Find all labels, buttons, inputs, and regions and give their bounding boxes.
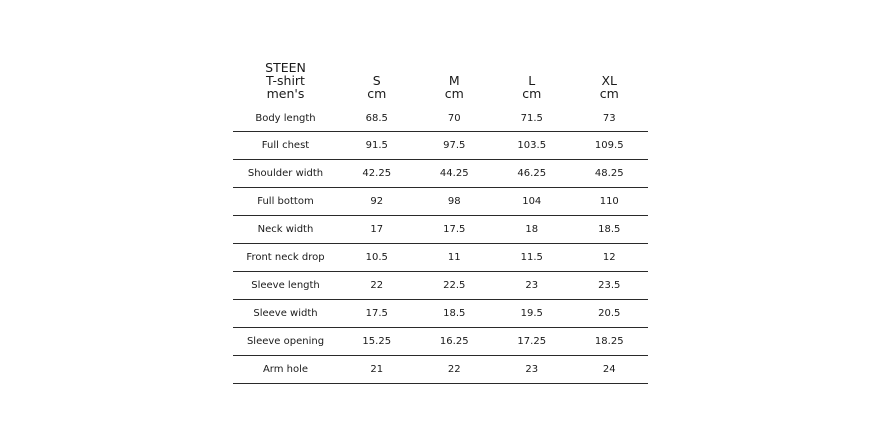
measurement-value-s: 92 xyxy=(338,188,416,216)
table-row xyxy=(233,300,648,328)
table-row xyxy=(233,272,648,300)
product-type: T-shirt xyxy=(266,73,305,88)
measurement-label: Sleeve width xyxy=(233,300,338,328)
unit-label: cm xyxy=(522,86,542,101)
measurement-value-l: 11.5 xyxy=(493,244,571,272)
table-row xyxy=(233,132,648,160)
measurement-value-l: 71.5 xyxy=(493,106,571,132)
header-row xyxy=(233,58,648,106)
measurement-value-m: 70 xyxy=(416,106,494,132)
measurement-label: Body length xyxy=(233,106,338,132)
measurement-value-xl: 18.25 xyxy=(571,328,649,356)
unit-label: cm xyxy=(367,86,387,101)
measurement-value-xl: 24 xyxy=(571,356,649,384)
unit-label: cm xyxy=(599,86,619,101)
measurement-value-s: 17 xyxy=(338,216,416,244)
size-header-s xyxy=(338,58,416,106)
measurement-value-l: 103.5 xyxy=(493,132,571,160)
measurement-value-xl: 73 xyxy=(571,106,649,132)
measurement-value-xl: 109.5 xyxy=(571,132,649,160)
measurement-value-s: 68.5 xyxy=(338,106,416,132)
measurement-value-l: 104 xyxy=(493,188,571,216)
measurement-value-xl: 18.5 xyxy=(571,216,649,244)
measurement-value-xl: 110 xyxy=(571,188,649,216)
measurement-value-s: 10.5 xyxy=(338,244,416,272)
size-header-xl xyxy=(571,58,649,106)
measurement-value-m: 98 xyxy=(416,188,494,216)
measurement-label: Neck width xyxy=(233,216,338,244)
table-row xyxy=(233,160,648,188)
size-header-m xyxy=(416,58,494,106)
measurement-value-xl: 48.25 xyxy=(571,160,649,188)
product-gender: men's xyxy=(266,86,305,101)
measurement-value-s: 42.25 xyxy=(338,160,416,188)
measurement-value-l: 23 xyxy=(493,356,571,384)
product-title xyxy=(233,58,338,106)
measurement-label: Front neck drop xyxy=(233,244,338,272)
measurement-label: Sleeve length xyxy=(233,272,338,300)
measurement-value-l: 19.5 xyxy=(493,300,571,328)
measurement-value-l: 18 xyxy=(493,216,571,244)
measurement-label: Arm hole xyxy=(233,356,338,384)
unit-label: cm xyxy=(444,86,464,101)
measurement-value-m: 97.5 xyxy=(416,132,494,160)
table-row xyxy=(233,106,648,132)
measurement-value-m: 44.25 xyxy=(416,160,494,188)
table-row xyxy=(233,216,648,244)
measurement-value-xl: 12 xyxy=(571,244,649,272)
measurement-value-s: 91.5 xyxy=(338,132,416,160)
measurement-value-m: 11 xyxy=(416,244,494,272)
measurement-value-m: 18.5 xyxy=(416,300,494,328)
measurement-value-s: 15.25 xyxy=(338,328,416,356)
measurement-value-m: 22.5 xyxy=(416,272,494,300)
size-label: XL xyxy=(601,73,618,88)
size-label: M xyxy=(448,73,460,88)
size-label: L xyxy=(528,73,536,88)
measurement-value-l: 46.25 xyxy=(493,160,571,188)
table-row xyxy=(233,356,648,384)
measurement-value-s: 21 xyxy=(338,356,416,384)
measurement-value-l: 23 xyxy=(493,272,571,300)
size-chart-table xyxy=(233,58,648,384)
measurement-label: Sleeve opening xyxy=(233,328,338,356)
table-row xyxy=(233,244,648,272)
measurement-value-l: 17.25 xyxy=(493,328,571,356)
measurement-value-xl: 20.5 xyxy=(571,300,649,328)
product-brand: STEEN xyxy=(265,60,306,75)
measurement-value-m: 17.5 xyxy=(416,216,494,244)
measurement-value-s: 17.5 xyxy=(338,300,416,328)
table-row xyxy=(233,328,648,356)
measurement-label: Shoulder width xyxy=(233,160,338,188)
measurement-value-xl: 23.5 xyxy=(571,272,649,300)
table-row xyxy=(233,188,648,216)
measurement-value-s: 22 xyxy=(338,272,416,300)
size-label: S xyxy=(372,73,381,88)
measurement-value-m: 22 xyxy=(416,356,494,384)
measurement-label: Full chest xyxy=(233,132,338,160)
measurement-value-m: 16.25 xyxy=(416,328,494,356)
measurement-label: Full bottom xyxy=(233,188,338,216)
size-header-l xyxy=(493,58,571,106)
